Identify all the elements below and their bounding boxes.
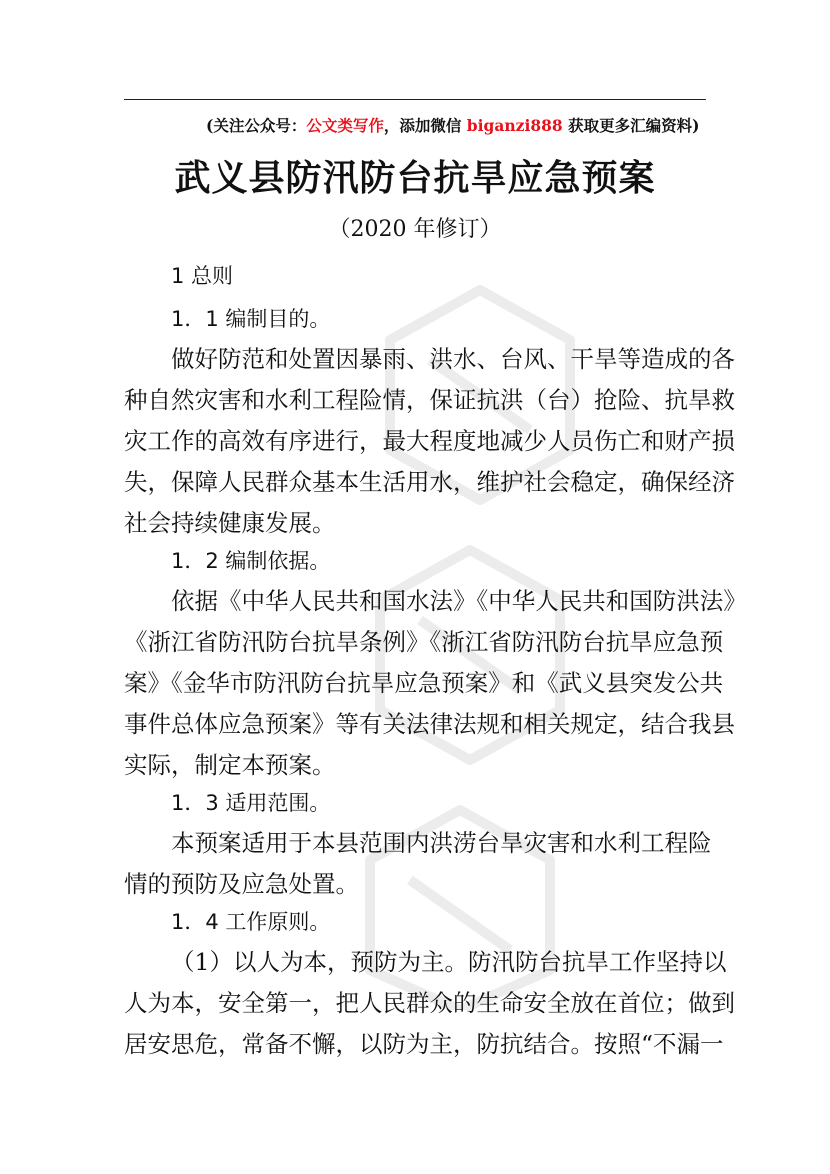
promo-wechat-id: biganzi888 [466, 116, 563, 135]
paragraph-line: 居安思危，常备不懈，以防为主，防抗结合。按照“不漏一 [124, 1030, 724, 1058]
paragraph-line: 情的预防及应急处置。 [124, 870, 359, 898]
subsection-heading-1-4: 1．4 工作原则。 [171, 910, 331, 934]
promo-banner [206, 114, 699, 136]
paragraph-line: 实际，制定本预案。 [124, 751, 336, 779]
subsection-heading-1-2: 1．2 编制依据。 [171, 549, 331, 573]
section-heading-1: 1 总则 [171, 264, 234, 288]
promo-mid: ，添加微信 [383, 116, 467, 135]
paragraph-line: 失，保障人民群众基本生活用水，维护社会稳定，确保经济 [124, 468, 735, 496]
paragraph-line: 案》《金华市防汛防台抗旱应急预案》和《武义县突发公共 [124, 669, 724, 697]
header-rule [124, 99, 706, 100]
paragraph-line: 种自然灾害和水利工程险情，保证抗洪（台）抢险、抗旱救 [124, 386, 735, 414]
document-subtitle: （2020 年修订） [328, 217, 502, 242]
paragraph-line: 做好防范和处置因暴雨、洪水、台风、干旱等造成的各 [171, 345, 735, 373]
paragraph-line: （1）以人为本，预防为主。防汛防台抗旱工作坚持以 [171, 948, 727, 976]
paragraph-line: 灾工作的高效有序进行，最大程度地减少人员伤亡和财产损 [124, 427, 735, 455]
paragraph-line: 本预案适用于本县范围内洪涝台旱灾害和水利工程险 [171, 829, 712, 857]
document-title: 武义县防汛防台抗旱应急预案 [174, 157, 656, 199]
promo-close: 获取更多汇编资料) [562, 116, 700, 135]
paragraph-line: 人为本，安全第一，把人民群众的生命安全放在首位；做到 [124, 989, 735, 1017]
paragraph-line: 依据《中华人民共和国水法》《中华人民共和国防洪法》 [171, 587, 747, 615]
promo-account-name: 公文类写作 [306, 116, 384, 135]
subsection-heading-1-1: 1．1 编制目的。 [171, 307, 331, 331]
paragraph-line: 《浙江省防汛防台抗旱条例》《浙江省防汛防台抗旱应急预 [124, 628, 724, 656]
subsection-heading-1-3: 1．3 适用范围。 [171, 791, 331, 815]
paragraph-line: 事件总体应急预案》等有关法律法规和相关规定，结合我县 [124, 710, 735, 738]
promo-open: (关注公众号： [206, 116, 307, 135]
paragraph-line: 社会持续健康发展。 [124, 509, 336, 537]
